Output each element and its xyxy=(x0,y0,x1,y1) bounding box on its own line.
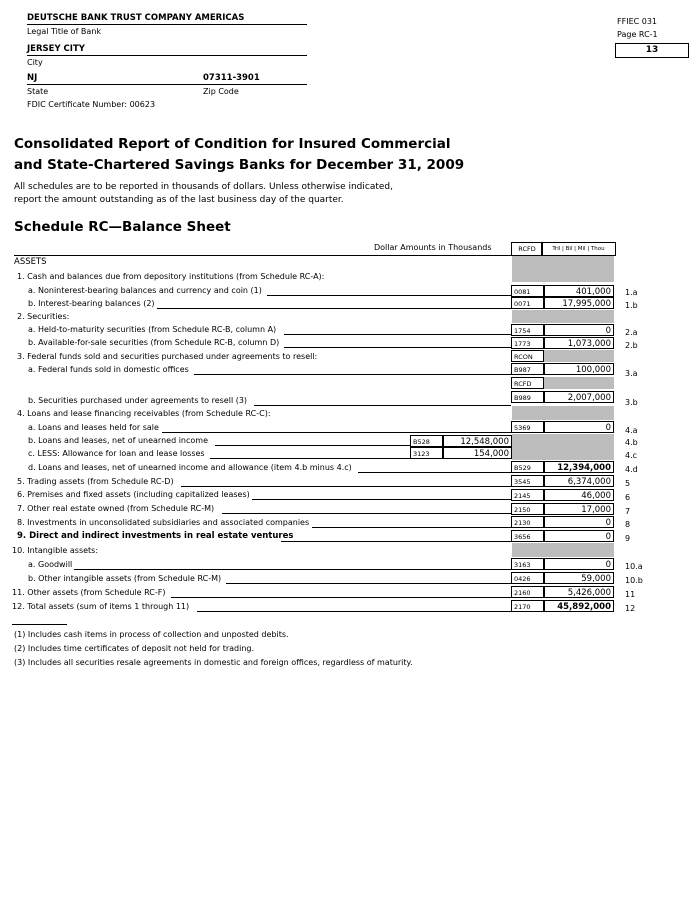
row-4d-item: 4.d xyxy=(625,465,638,474)
row-3a-value: 100,000 xyxy=(544,363,614,375)
fdic-number: 00623 xyxy=(129,100,156,109)
divider xyxy=(27,84,307,85)
row-2a-item: 2.a xyxy=(625,328,638,337)
leader-line xyxy=(171,597,511,598)
shaded-cell xyxy=(512,256,614,282)
row-5-value: 6,374,000 xyxy=(544,475,614,487)
shaded-cell xyxy=(544,350,614,362)
leader-line xyxy=(210,458,410,459)
row-2b-code: 1773 xyxy=(511,337,544,349)
row-11-label: 11. Other assets (from Schedule RC-F) xyxy=(12,588,166,597)
leader-line xyxy=(74,569,511,570)
row-8-label: 8. Investments in unconsolidated subsidiaries and associated companies xyxy=(17,518,310,527)
divider xyxy=(27,24,307,25)
legal-title-label: Legal Title of Bank xyxy=(27,27,102,36)
leader-line xyxy=(226,583,511,584)
leader-line xyxy=(222,513,511,514)
leader-line xyxy=(284,334,511,335)
row-7-item: 7 xyxy=(625,507,631,516)
row-4a-item: 4.a xyxy=(625,426,638,435)
row-10a-value: 0 xyxy=(544,558,614,570)
row-3b-value: 2,007,000 xyxy=(544,391,614,403)
row-4c-label: c. LESS: Allowance for loan and lease losses xyxy=(28,449,205,458)
row-2b-value: 1,073,000 xyxy=(544,337,614,349)
state-label: State xyxy=(27,87,49,96)
row-1a-code: 0081 xyxy=(511,285,544,297)
section-assets: ASSETS xyxy=(14,257,47,267)
row-3-code: RCON xyxy=(511,350,544,362)
footnote-1: (1) Includes cash items in process of collection and unposted debits. xyxy=(14,630,289,639)
row-3b-item: 3.b xyxy=(625,398,638,407)
row-4d-code: B529 xyxy=(511,461,544,473)
row-4a-label: a. Loans and leases held for sale xyxy=(28,423,159,432)
row-9-value: 0 xyxy=(544,530,614,542)
row-11-value: 5,426,000 xyxy=(544,586,614,598)
row-5-code: 3545 xyxy=(511,475,544,487)
shaded-cell xyxy=(512,406,614,420)
state-value: NJ xyxy=(27,73,38,83)
row-4b-item: 4.b xyxy=(625,438,638,447)
zip-label: Zip Code xyxy=(203,87,239,96)
row-2a-value: 0 xyxy=(544,324,614,336)
row-2a-code: 1754 xyxy=(511,324,544,336)
row-12-code: 2170 xyxy=(511,600,544,612)
row-1b-value: 17,995,000 xyxy=(544,297,614,309)
row-4c-item: 4.c xyxy=(625,451,638,460)
row-10a-item: 10.a xyxy=(625,562,643,571)
leader-line xyxy=(267,295,511,296)
row-1-label: 1. Cash and balances due from depository institutions (from Schedule RC-A): xyxy=(17,272,325,281)
intro-line2: report the amount outstanding as of the last business day of the quarter. xyxy=(14,195,344,205)
row-5-item: 5 xyxy=(625,479,631,488)
leader-line xyxy=(358,472,511,473)
leader-line xyxy=(215,445,410,446)
row-10a-code: 3163 xyxy=(511,558,544,570)
leader-line xyxy=(157,308,511,309)
row-10a-label: a. Goodwill xyxy=(28,560,73,569)
leader-line xyxy=(181,486,511,487)
divider xyxy=(27,55,307,56)
leader-line xyxy=(252,499,511,500)
row-8-item: 8 xyxy=(625,520,631,529)
row-11-item: 11 xyxy=(625,590,636,599)
leader-line xyxy=(162,432,511,433)
row-1a-item: 1.a xyxy=(625,288,638,297)
row-3b-code: B989 xyxy=(511,391,544,403)
row-7-label: 7. Other real estate owned (from Schedule RC-M) xyxy=(17,504,215,513)
row-1b-label: b. Interest-bearing balances (2) xyxy=(28,299,155,308)
report-title-line1: Consolidated Report of Condition for Insured Commercial xyxy=(14,136,451,152)
row-10b-item: 10.b xyxy=(625,576,643,585)
row-3a-label: a. Federal funds sold in domestic offices xyxy=(28,365,189,374)
leader-line xyxy=(194,374,511,375)
row-9-item: 9 xyxy=(625,534,631,543)
row-7-code: 2150 xyxy=(511,503,544,515)
row-4a-code: 5369 xyxy=(511,421,544,433)
footnote-2: (2) Includes time certificates of deposit not held for trading. xyxy=(14,644,255,653)
col-code-header: RCFD xyxy=(511,242,543,256)
leader-line xyxy=(197,611,511,612)
row-4b-subvalue: 12,548,000 xyxy=(443,435,512,447)
city-value: JERSEY CITY xyxy=(27,44,85,54)
row-10b-code: 0426 xyxy=(511,572,544,584)
row-6-value: 46,000 xyxy=(544,489,614,501)
row-4a-value: 0 xyxy=(544,421,614,433)
page-id: Page RC-1 xyxy=(617,30,658,39)
shaded-cell xyxy=(512,543,614,557)
row-10b-label: b. Other intangible assets (from Schedule RC-M) xyxy=(28,574,222,583)
shaded-cell xyxy=(512,434,614,460)
leader-line xyxy=(284,347,511,348)
row-4b-subcode: B528 xyxy=(410,435,443,447)
row-3b-label: b. Securities purchased under agreements to resell (3) xyxy=(28,396,248,405)
rcfd-code: RCFD xyxy=(511,377,544,389)
bank-name: DEUTSCHE BANK TRUST COMPANY AMERICAS xyxy=(27,13,245,23)
row-3a-code: B987 xyxy=(511,363,544,375)
leader-line xyxy=(254,405,511,406)
row-12-label: 12. Total assets (sum of items 1 through 11) xyxy=(12,602,190,611)
row-3a-item: 3.a xyxy=(625,369,638,378)
row-4d-label: d. Loans and leases, net of unearned income and allowance (item 4.b minus 4.c) xyxy=(28,463,352,472)
row-12-value: 45,892,000 xyxy=(544,600,614,612)
shaded-cell xyxy=(512,310,614,323)
row-4-label: 4. Loans and lease financing receivables (from Schedule RC-C): xyxy=(17,409,271,418)
row-2b-item: 2.b xyxy=(625,341,638,350)
schedule-title: Schedule RC—Balance Sheet xyxy=(14,219,231,235)
row-4b-label: b. Loans and leases, net of unearned income xyxy=(28,436,208,445)
row-9-label: 9. Direct and indirect investments in real estate ventures xyxy=(17,531,294,541)
form-id: FFIEC 031 xyxy=(617,17,658,26)
row-6-code: 2145 xyxy=(511,489,544,501)
leader-line xyxy=(312,527,511,528)
row-5-label: 5. Trading assets (from Schedule RC-D) xyxy=(17,477,174,486)
zip-value: 07311-3901 xyxy=(203,73,260,83)
row-12-item: 12 xyxy=(625,604,636,613)
row-1a-label: a. Noninterest-bearing balances and currency and coin (1) xyxy=(28,286,262,295)
city-label: City xyxy=(27,58,43,67)
shaded-cell xyxy=(544,377,614,389)
row-1a-value: 401,000 xyxy=(544,285,614,297)
footnote-3: (3) Includes all securities resale agreements in domestic and foreign offices, regardless of maturity. xyxy=(14,658,413,667)
fdic-label: FDIC Certificate Number: xyxy=(27,100,128,109)
row-8-value: 0 xyxy=(544,516,614,528)
leader-line xyxy=(281,541,511,542)
units-label: Dollar Amounts in Thousands xyxy=(374,243,492,252)
intro-line1: All schedules are to be reported in thousands of dollars. Unless otherwise indicated, xyxy=(14,182,393,192)
report-title-line2: and State-Chartered Savings Banks for December 31, 2009 xyxy=(14,157,465,173)
row-4c-subcode: 3123 xyxy=(410,447,443,459)
row-10-label: 10. Intangible assets: xyxy=(12,546,99,555)
row-6-item: 6 xyxy=(625,493,631,502)
row-6-label: 6. Premises and fixed assets (including capitalized leases) xyxy=(17,490,250,499)
col-units-header: Tril | Bil | Mil | Thou xyxy=(541,242,616,256)
row-11-code: 2160 xyxy=(511,586,544,598)
row-1b-item: 1.b xyxy=(625,301,638,310)
row-4d-value: 12,394,000 xyxy=(544,461,614,473)
row-2-label: 2. Securities: xyxy=(17,312,70,321)
page-number-box: 13 xyxy=(615,43,689,58)
row-9-code: 3656 xyxy=(511,530,544,542)
fdic-certificate xyxy=(27,100,155,109)
row-4c-subvalue: 154,000 xyxy=(443,447,512,459)
row-2b-label: b. Available-for-sale securities (from Schedule RC-B, column D) xyxy=(28,338,280,347)
row-3-label: 3. Federal funds sold and securities purchased under agreements to resell: xyxy=(17,352,318,361)
row-2a-label: a. Held-to-maturity securities (from Schedule RC-B, column A) xyxy=(28,325,277,334)
row-8-code: 2130 xyxy=(511,516,544,528)
row-7-value: 17,000 xyxy=(544,503,614,515)
row-1b-code: 0071 xyxy=(511,297,544,309)
row-10b-value: 59,000 xyxy=(544,572,614,584)
footnote-rule xyxy=(12,624,67,625)
